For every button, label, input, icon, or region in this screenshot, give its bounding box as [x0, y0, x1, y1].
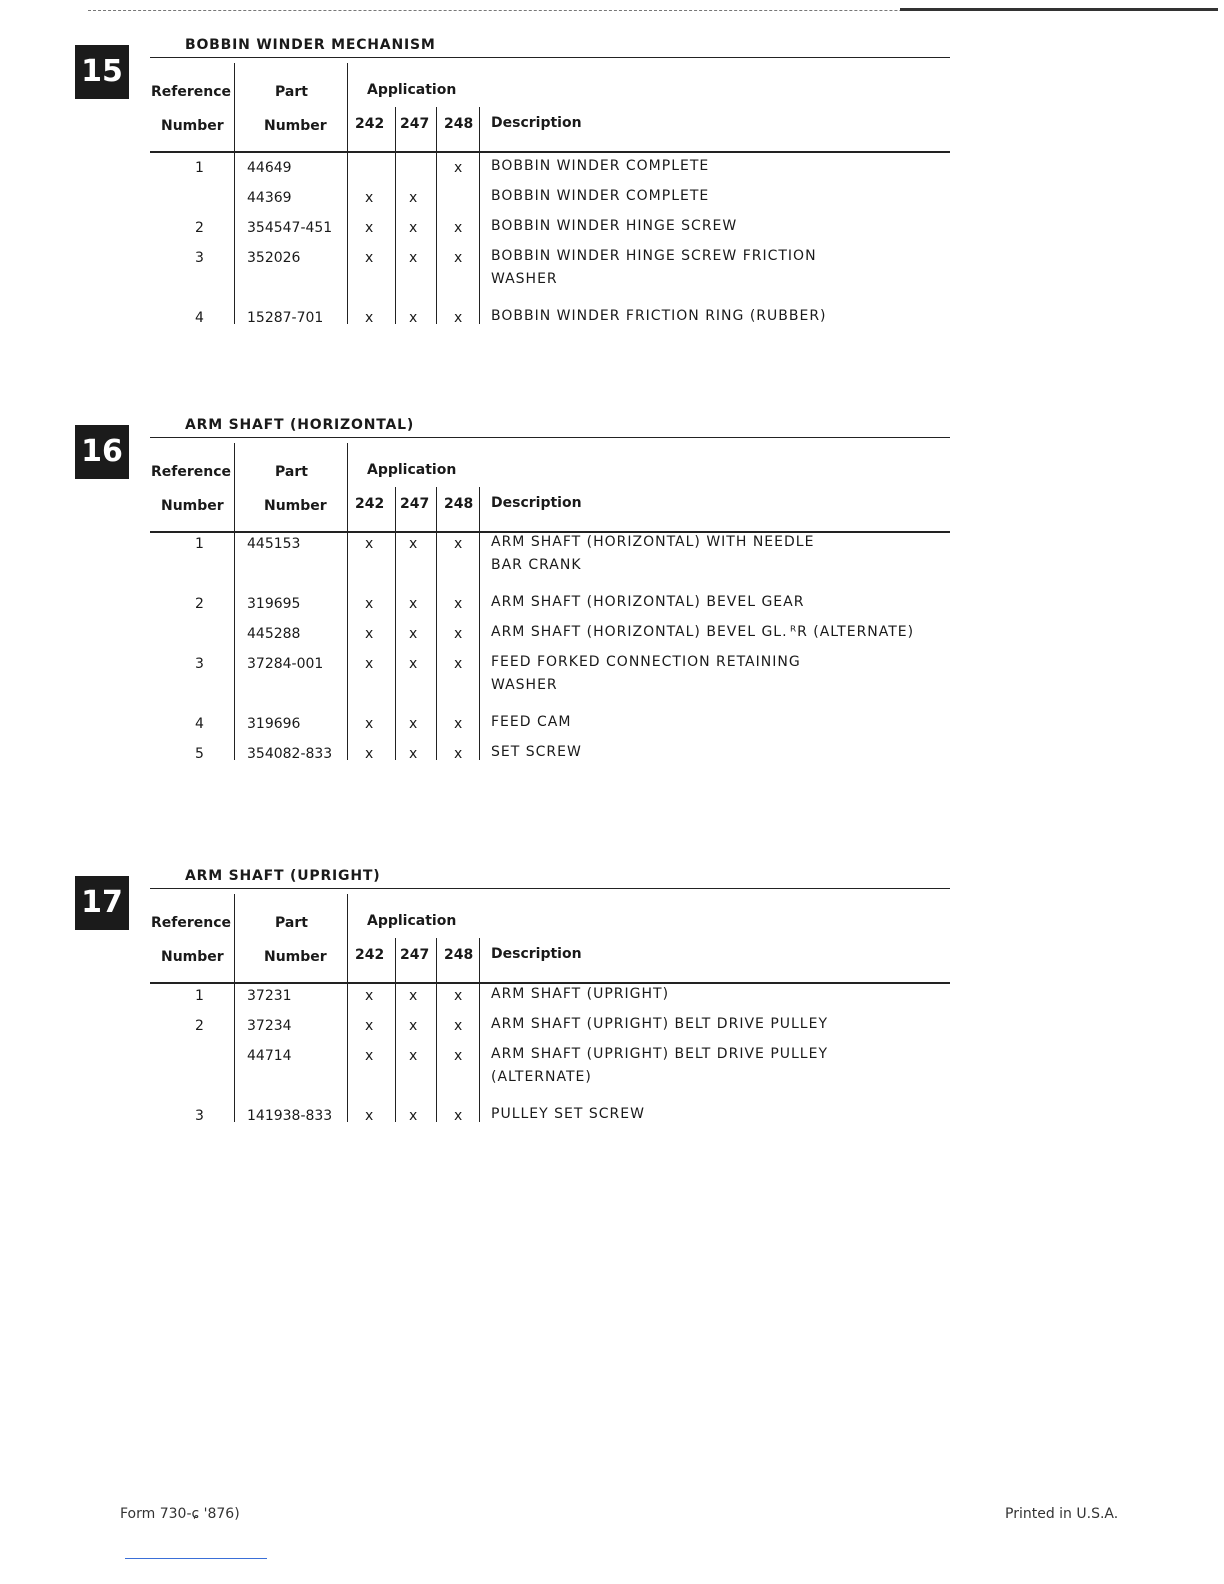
description-line: FEED FORKED CONNECTION RETAINING [491, 654, 801, 670]
part-number: 37284-001 [247, 656, 324, 672]
header-top-rule [150, 57, 950, 58]
applies-247: x [409, 190, 418, 206]
header-bottom-rule [150, 531, 950, 533]
applies-248: x [454, 160, 463, 176]
description-line: ARM SHAFT (HORIZONTAL) BEVEL GL. ᴿR (ALTERNATE) [491, 624, 915, 640]
reference-number: 3 [195, 656, 204, 672]
description-line: WASHER [491, 271, 558, 287]
applies-248: x [454, 220, 463, 236]
applies-248: x [454, 310, 463, 326]
description-line: WASHER [491, 677, 558, 693]
header-divider [395, 938, 396, 984]
description-line: ARM SHAFT (UPRIGHT) [491, 986, 670, 1002]
applies-242: x [365, 746, 374, 762]
part-number: 354082-833 [247, 746, 333, 762]
column-divider [436, 152, 437, 324]
header-divider [436, 938, 437, 984]
header-242: 242 [355, 116, 385, 132]
column-divider [395, 152, 396, 324]
top-scan-bar [900, 8, 1218, 11]
description-line: BOBBIN WINDER FRICTION RING (RUBBER) [491, 308, 827, 324]
applies-248: x [454, 1108, 463, 1124]
applies-247: x [409, 1048, 418, 1064]
column-divider [234, 980, 235, 1122]
header-top-rule [150, 437, 950, 438]
applies-248: x [454, 988, 463, 1004]
header-reference: Reference [151, 915, 232, 931]
part-number: 44369 [247, 190, 292, 206]
part-number: 319695 [247, 596, 301, 612]
column-divider [436, 528, 437, 760]
applies-247: x [409, 596, 418, 612]
applies-247: x [409, 310, 418, 326]
applies-242: x [365, 626, 374, 642]
section-title: ARM SHAFT (HORIZONTAL) [185, 417, 415, 433]
column-divider [347, 980, 348, 1122]
applies-248: x [454, 536, 463, 552]
applies-247: x [409, 1108, 418, 1124]
applies-242: x [365, 250, 374, 266]
reference-number: 1 [195, 536, 204, 552]
applies-247: x [409, 250, 418, 266]
description-line: SET SCREW [491, 744, 582, 760]
applies-248: x [454, 746, 463, 762]
description-line: ARM SHAFT (UPRIGHT) BELT DRIVE PULLEY [491, 1016, 829, 1032]
header-divider [436, 107, 437, 153]
description-line: ARM SHAFT (HORIZONTAL) WITH NEEDLE [491, 534, 815, 550]
applies-247: x [409, 988, 418, 1004]
applies-248: x [454, 1048, 463, 1064]
description-line: BOBBIN WINDER HINGE SCREW FRICTION [491, 248, 817, 264]
header-248: 248 [444, 116, 474, 132]
applies-242: x [365, 536, 374, 552]
header-description: Description [491, 495, 582, 511]
description-line: ARM SHAFT (HORIZONTAL) BEVEL GEAR [491, 594, 805, 610]
header-divider [395, 487, 396, 533]
header-divider [234, 63, 235, 153]
applies-247: x [409, 716, 418, 732]
header-reference: Reference [151, 464, 232, 480]
header-divider [436, 487, 437, 533]
header-247: 247 [400, 496, 430, 512]
column-divider [436, 980, 437, 1122]
header-top-rule [150, 888, 950, 889]
applies-247: x [409, 1018, 418, 1034]
applies-242: x [365, 596, 374, 612]
header-divider [347, 63, 348, 153]
part-number: 15287-701 [247, 310, 324, 326]
applies-247: x [409, 746, 418, 762]
header-part-number: Number [264, 118, 327, 134]
reference-number: 4 [195, 310, 204, 326]
bottom-rule [125, 1558, 267, 1559]
part-number: 44714 [247, 1048, 292, 1064]
header-divider [479, 487, 480, 533]
part-number: 319696 [247, 716, 301, 732]
applies-248: x [454, 716, 463, 732]
applies-248: x [454, 250, 463, 266]
header-247: 247 [400, 116, 430, 132]
header-reference-number: Number [161, 949, 224, 965]
header-application: Application [367, 462, 457, 478]
column-divider [395, 528, 396, 760]
printed-in: Printed in U.S.A. [1005, 1506, 1119, 1522]
section-number-badge: 17 [75, 876, 129, 930]
header-description: Description [491, 115, 582, 131]
column-divider [234, 528, 235, 760]
description-line: (ALTERNATE) [491, 1069, 592, 1085]
header-divider [234, 443, 235, 533]
column-divider [479, 152, 480, 324]
applies-242: x [365, 190, 374, 206]
applies-242: x [365, 716, 374, 732]
part-number: 141938-833 [247, 1108, 333, 1124]
header-part: Part [275, 84, 308, 100]
applies-247: x [409, 536, 418, 552]
part-number: 352026 [247, 250, 301, 266]
reference-number: 5 [195, 746, 204, 762]
column-divider [395, 980, 396, 1122]
header-part-number: Number [264, 949, 327, 965]
reference-number: 1 [195, 160, 204, 176]
part-number: 37234 [247, 1018, 292, 1034]
reference-number: 3 [195, 1108, 204, 1124]
part-number: 445288 [247, 626, 301, 642]
part-number: 354547-451 [247, 220, 333, 236]
applies-247: x [409, 656, 418, 672]
reference-number: 2 [195, 220, 204, 236]
reference-number: 1 [195, 988, 204, 1004]
part-number: 445153 [247, 536, 301, 552]
header-part-number: Number [264, 498, 327, 514]
applies-248: x [454, 596, 463, 612]
header-divider [479, 107, 480, 153]
header-part: Part [275, 915, 308, 931]
header-part: Part [275, 464, 308, 480]
header-247: 247 [400, 947, 430, 963]
applies-242: x [365, 988, 374, 1004]
header-reference: Reference [151, 84, 232, 100]
column-divider [347, 152, 348, 324]
header-divider [395, 107, 396, 153]
description-line: BOBBIN WINDER COMPLETE [491, 188, 710, 204]
description-line: BOBBIN WINDER HINGE SCREW [491, 218, 738, 234]
reference-number: 3 [195, 250, 204, 266]
header-bottom-rule [150, 982, 950, 984]
description-line: ARM SHAFT (UPRIGHT) BELT DRIVE PULLEY [491, 1046, 829, 1062]
header-bottom-rule [150, 151, 950, 153]
header-248: 248 [444, 947, 474, 963]
applies-248: x [454, 626, 463, 642]
form-number: Form 730-ɕ '876) [120, 1506, 240, 1522]
reference-number: 2 [195, 596, 204, 612]
applies-242: x [365, 1108, 374, 1124]
reference-number: 2 [195, 1018, 204, 1034]
applies-247: x [409, 626, 418, 642]
header-divider [234, 894, 235, 984]
applies-242: x [365, 1048, 374, 1064]
part-number: 37231 [247, 988, 292, 1004]
header-divider [347, 443, 348, 533]
header-248: 248 [444, 496, 474, 512]
header-reference-number: Number [161, 498, 224, 514]
header-application: Application [367, 82, 457, 98]
header-description: Description [491, 946, 582, 962]
applies-242: x [365, 310, 374, 326]
applies-247: x [409, 220, 418, 236]
header-divider [347, 894, 348, 984]
header-divider [479, 938, 480, 984]
header-242: 242 [355, 496, 385, 512]
applies-248: x [454, 1018, 463, 1034]
applies-242: x [365, 656, 374, 672]
description-line: FEED CAM [491, 714, 572, 730]
description-line: PULLEY SET SCREW [491, 1106, 645, 1122]
column-divider [479, 528, 480, 760]
section-number-badge: 15 [75, 45, 129, 99]
applies-242: x [365, 1018, 374, 1034]
section-title: BOBBIN WINDER MECHANISM [185, 37, 436, 53]
column-divider [234, 152, 235, 324]
section-number-badge: 16 [75, 425, 129, 479]
description-line: BOBBIN WINDER COMPLETE [491, 158, 710, 174]
reference-number: 4 [195, 716, 204, 732]
column-divider [347, 528, 348, 760]
part-number: 44649 [247, 160, 292, 176]
applies-242: x [365, 220, 374, 236]
header-reference-number: Number [161, 118, 224, 134]
description-line: BAR CRANK [491, 557, 582, 573]
header-application: Application [367, 913, 457, 929]
applies-248: x [454, 656, 463, 672]
header-242: 242 [355, 947, 385, 963]
column-divider [479, 980, 480, 1122]
section-title: ARM SHAFT (UPRIGHT) [185, 868, 381, 884]
